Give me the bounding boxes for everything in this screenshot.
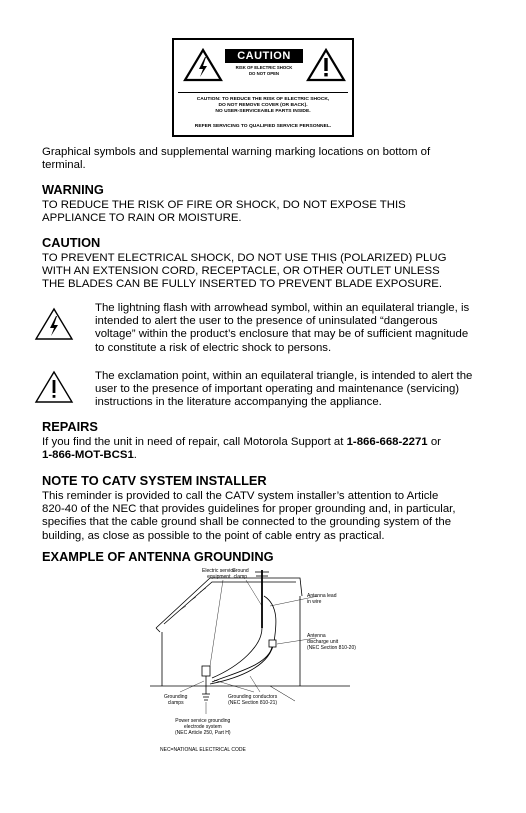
label-text: in wire bbox=[307, 599, 322, 605]
warning-text bbox=[42, 199, 406, 225]
intro-line: Graphical symbols and supplemental warning marking locations on bottom of bbox=[42, 146, 431, 158]
grounding-heading: EXAMPLE OF ANTENNA GROUNDING bbox=[42, 549, 274, 564]
grounding-conductor bbox=[212, 647, 272, 682]
repairs-line bbox=[42, 449, 441, 462]
caution-label-divider bbox=[178, 92, 348, 93]
exclamation-line: user to the presence of important operating and maintenance (servicing) bbox=[95, 383, 460, 396]
caution-label-line: CAUTION: TO REDUCE THE RISK OF ELECTRIC SHOCK, bbox=[196, 97, 330, 102]
catv-heading: NOTE TO CATV SYSTEM INSTALLER bbox=[42, 473, 267, 488]
caution-label-title: CAUTION bbox=[225, 49, 303, 63]
caution-label-text bbox=[176, 97, 350, 114]
catv-text bbox=[42, 490, 455, 543]
repairs-heading: REPAIRS bbox=[42, 419, 98, 434]
caution-label-line: NO USER-SERVICEABLE PARTS INSIDE. bbox=[215, 108, 311, 114]
lightning-line: The lightning flash with arrowhead symbol, within an equilateral triangle, is bbox=[95, 302, 470, 314]
label-text: Power service grounding bbox=[175, 718, 231, 724]
label-text: equipment bbox=[207, 574, 231, 580]
label-electric-service bbox=[202, 568, 236, 580]
caution-label bbox=[172, 38, 354, 137]
label-text: discharge unit bbox=[307, 639, 339, 645]
caution-label-subtitle-2: DO NOT OPEN bbox=[248, 70, 280, 76]
repairs-period: . bbox=[133, 449, 137, 462]
caution-line: TO PREVENT ELECTRICAL SHOCK, DO NOT USE THIS (POLARIZED) PLUG bbox=[42, 252, 447, 264]
catv-line: specifies that the cable ground shall be connected to the grounding system of the bbox=[42, 516, 452, 529]
catv-line: 820-40 of the NEC that provides guidelines for proper grounding and, in particular, bbox=[42, 503, 456, 516]
catv-line: This reminder is provided to call the CATV system installer’s attention to Article bbox=[42, 490, 439, 502]
label-antenna-lead bbox=[307, 593, 336, 605]
house-roof-outline bbox=[156, 578, 302, 628]
support-phone-number: 1-866-668-2271 bbox=[346, 436, 428, 448]
lightning-warning-icon bbox=[183, 48, 223, 82]
warning-line: TO REDUCE THE RISK OF FIRE OR SHOCK, DO NOT EXPOSE THIS bbox=[42, 199, 406, 211]
catv-line: building, as close as possible to the point of cable entry as practical. bbox=[42, 529, 385, 542]
intro-line: terminal. bbox=[42, 159, 86, 172]
repairs-text bbox=[42, 436, 441, 462]
caution-line: WITH AN EXTENSION CORD, RECEPTACLE, OR OTHER OUTLET UNLESS bbox=[42, 265, 440, 278]
label-text: Antenna lead bbox=[307, 593, 337, 599]
caution-label-header bbox=[225, 49, 303, 76]
caution-heading: CAUTION bbox=[42, 235, 101, 250]
label-discharge-unit bbox=[307, 633, 356, 651]
warning-line: APPLIANCE TO RAIN OR MOISTURE. bbox=[42, 212, 242, 225]
lightning-line: intended to alert the user to the presence of uninsulated “dangerous bbox=[95, 315, 438, 328]
label-text: (NEC Section 810-21) bbox=[228, 700, 278, 706]
intro-text bbox=[42, 146, 430, 172]
antenna-discharge-unit bbox=[269, 640, 276, 647]
support-phone-mnemonic: 1-866-MOT-BCS1 bbox=[42, 449, 134, 462]
label-text: Grounding bbox=[164, 694, 188, 700]
lightning-triangle-icon bbox=[34, 307, 74, 341]
label-nec-legend: NEC=NATIONAL ELECTRICAL CODE bbox=[160, 747, 246, 753]
label-electrode-system bbox=[175, 718, 231, 736]
exclamation-triangle-icon bbox=[34, 370, 74, 404]
label-text: Antenna bbox=[307, 633, 326, 639]
label-text: Electric service bbox=[202, 568, 236, 574]
label-text: electrode system bbox=[183, 724, 222, 730]
electric-service-box bbox=[202, 666, 210, 676]
lightning-line: voltage” within the product’s enclosure that may be of sufficient magnitude bbox=[95, 328, 469, 341]
exclamation-warning-icon bbox=[306, 48, 346, 82]
caution-label-refer: REFER SERVICING TO QUALIFIED SERVICE PERSONNEL. bbox=[194, 124, 332, 129]
warning-heading: WARNING bbox=[42, 182, 104, 197]
label-text: (NEC Section 810-20) bbox=[307, 645, 356, 651]
label-text: clamps bbox=[167, 700, 184, 706]
repairs-intro: If you find the unit in need of repair, call Motorola Support at bbox=[42, 436, 347, 448]
exclamation-description bbox=[95, 370, 472, 410]
house-roof-lines bbox=[164, 582, 296, 624]
label-text: clamp bbox=[233, 574, 248, 580]
label-ground-clamp bbox=[232, 568, 249, 580]
label-grounding-conductors bbox=[228, 694, 277, 706]
lightning-line: to constitute a risk of electric shock to persons. bbox=[95, 341, 332, 354]
label-text: Ground bbox=[232, 568, 249, 574]
label-text: (NEC Article 250, Part H) bbox=[175, 730, 231, 736]
caution-label-subtitle: RISK OF ELECTRIC SHOCK bbox=[235, 65, 293, 70]
repairs-line bbox=[42, 436, 441, 449]
antenna-lead-wire bbox=[210, 596, 276, 684]
lightning-description bbox=[95, 302, 469, 355]
label-grounding-clamps bbox=[164, 694, 187, 706]
caution-text bbox=[42, 252, 446, 292]
exclamation-line: instructions in the literature accompanying the appliance. bbox=[95, 396, 382, 409]
caution-line: THE BLADES CAN BE FULLY INSERTED TO PREVENT BLADE EXPOSURE. bbox=[42, 278, 443, 291]
exclamation-line: The exclamation point, within an equilateral triangle, is intended to alert the bbox=[95, 370, 473, 382]
repairs-connector: or bbox=[427, 436, 441, 448]
label-text: Grounding conductors bbox=[228, 694, 278, 700]
caution-label-line: DO NOT REMOVE COVER (OR BACK). bbox=[218, 102, 308, 108]
